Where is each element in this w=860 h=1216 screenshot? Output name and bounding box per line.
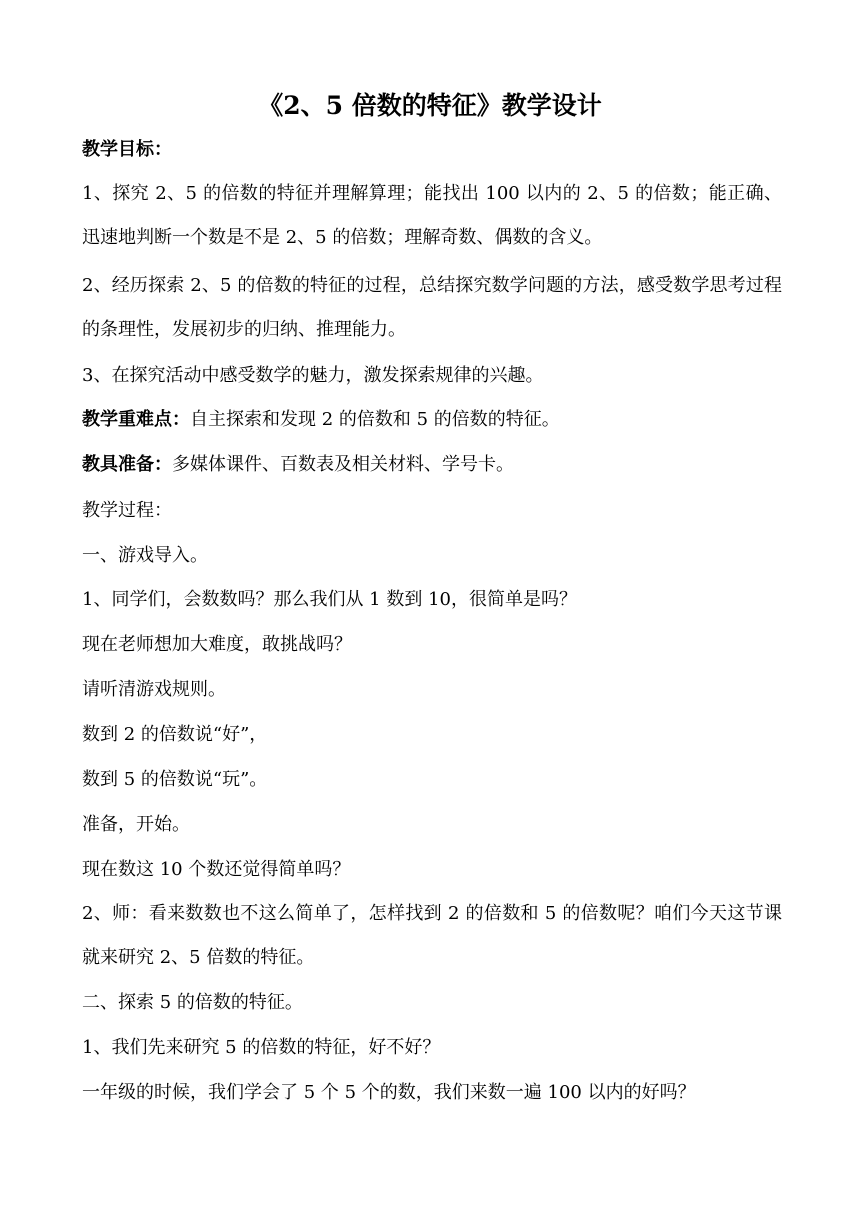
- materials-text: 多媒体课件、百数表及相关材料、学号卡。: [172, 454, 514, 475]
- key-points-line: [82, 398, 782, 442]
- paragraph-line: 1、同学们，会数数吗？那么我们从 1 数到 10，很简单是吗？: [82, 589, 577, 610]
- section-2-heading: 二、探索 5 的倍数的特征。: [82, 992, 303, 1013]
- paragraph-line: 一年级的时候，我们学会了 5 个 5 个的数，我们来数一遍 100 以内的好吗？: [82, 1082, 696, 1103]
- objective-3: 3、在探究活动中感受数学的魅力，激发探索规律的兴趣。: [82, 365, 544, 386]
- objectives-heading: 教学目标：: [82, 139, 172, 160]
- paragraph-line: 准备，开始。: [82, 814, 190, 835]
- section-1-heading: 一、游戏导入。: [82, 545, 208, 566]
- paragraph-line: 现在老师想加大难度，敢挑战吗？: [82, 634, 352, 655]
- paragraph-line: 1、我们先来研究 5 的倍数的特征，好不好？: [82, 1037, 441, 1058]
- paragraph-line: 请听清游戏规则。: [82, 679, 226, 700]
- paragraph-line: 2、师：看来数数也不这么简单了，怎样找到 2 的倍数和 5 的倍数呢？咱们今天这节课就来研究 2、5 倍数的特征。: [82, 903, 782, 968]
- materials-label: 教具准备：: [82, 454, 172, 475]
- materials-line: [82, 443, 782, 487]
- key-points-text: 自主探索和发现 2 的倍数和 5 的倍数的特征。: [190, 409, 560, 430]
- key-points-label: 教学重难点：: [82, 409, 190, 430]
- process-heading: 教学过程：: [82, 500, 172, 521]
- objective-2: 2、经历探索 2、5 的倍数的特征的过程，总结探究数学问题的方法，感受数学思考过程的条理性，发展初步的归纳、推理能力。: [82, 275, 782, 340]
- document-title: 《2、5 倍数的特征》教学设计: [258, 91, 602, 120]
- paragraph-line: 数到 2 的倍数说“好”，: [82, 724, 268, 745]
- paragraph-line: 现在数这 10 个数还觉得简单吗？: [82, 859, 351, 880]
- paragraph-line: 数到 5 的倍数说“玩”。: [82, 769, 268, 790]
- objective-1: 1、探究 2、5 的倍数的特征并理解算理；能找出 100 以内的 2、5 的倍数；能正确、迅速地判断一个数是不是 2、5 的倍数；理解奇数、偶数的含义。: [82, 183, 782, 248]
